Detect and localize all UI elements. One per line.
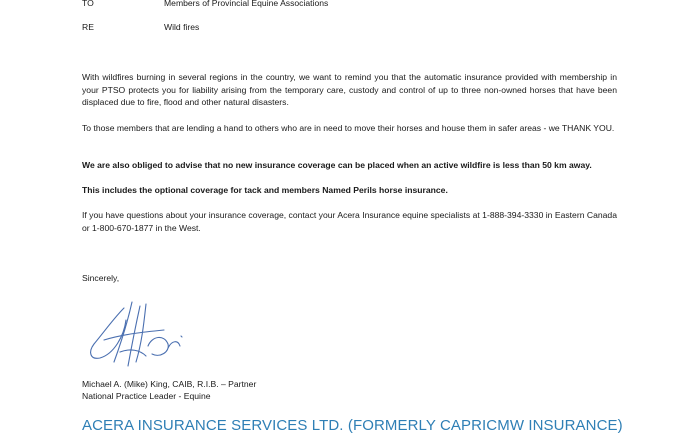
signer-title: National Practice Leader - Equine: [82, 391, 211, 401]
body-paragraph-4: This includes the optional coverage for tack and members Named Perils horse insurance.: [82, 185, 448, 195]
body-paragraph-2: To those members that are lending a hand to others who are in need to move their horses and house them in safer areas - we THANK YOU.: [82, 123, 615, 133]
memo-re-label: RE: [82, 22, 94, 32]
body-paragraph-5: If you have questions about your insurance coverage, contact your Acera Insurance equine specialists at 1-888-394-3330 in Eastern Canada or 1-800-670-1877 in the West.: [82, 210, 629, 233]
memo-to-value: Members of Provincial Equine Associations: [164, 0, 329, 8]
memo-to-label: TO: [82, 0, 94, 8]
handwritten-signature: [84, 296, 194, 374]
body-paragraph-1: With wildfires burning in several regions in the country, we want to remind you that the automatic insurance provided with membership in your PTSO protects you for liability arising from the temporary care, custody and control of up to three non-owned horses that have been displaced due to fire, flood and other natural disasters.: [82, 72, 617, 108]
memo-re-value: Wild fires: [164, 22, 200, 32]
closing-salutation: Sincerely,: [82, 273, 120, 283]
signer-name: Michael A. (Mike) King, CAIB, R.I.B. – Partner: [82, 379, 257, 389]
company-name-footer: ACERA INSURANCE SERVICES LTD. (FORMERLY CAPRICMW INSURANCE): [82, 417, 623, 434]
body-paragraph-3: We are also obliged to advise that no new insurance coverage can be placed when an active wildfire is less than 50 km away.: [82, 160, 592, 170]
